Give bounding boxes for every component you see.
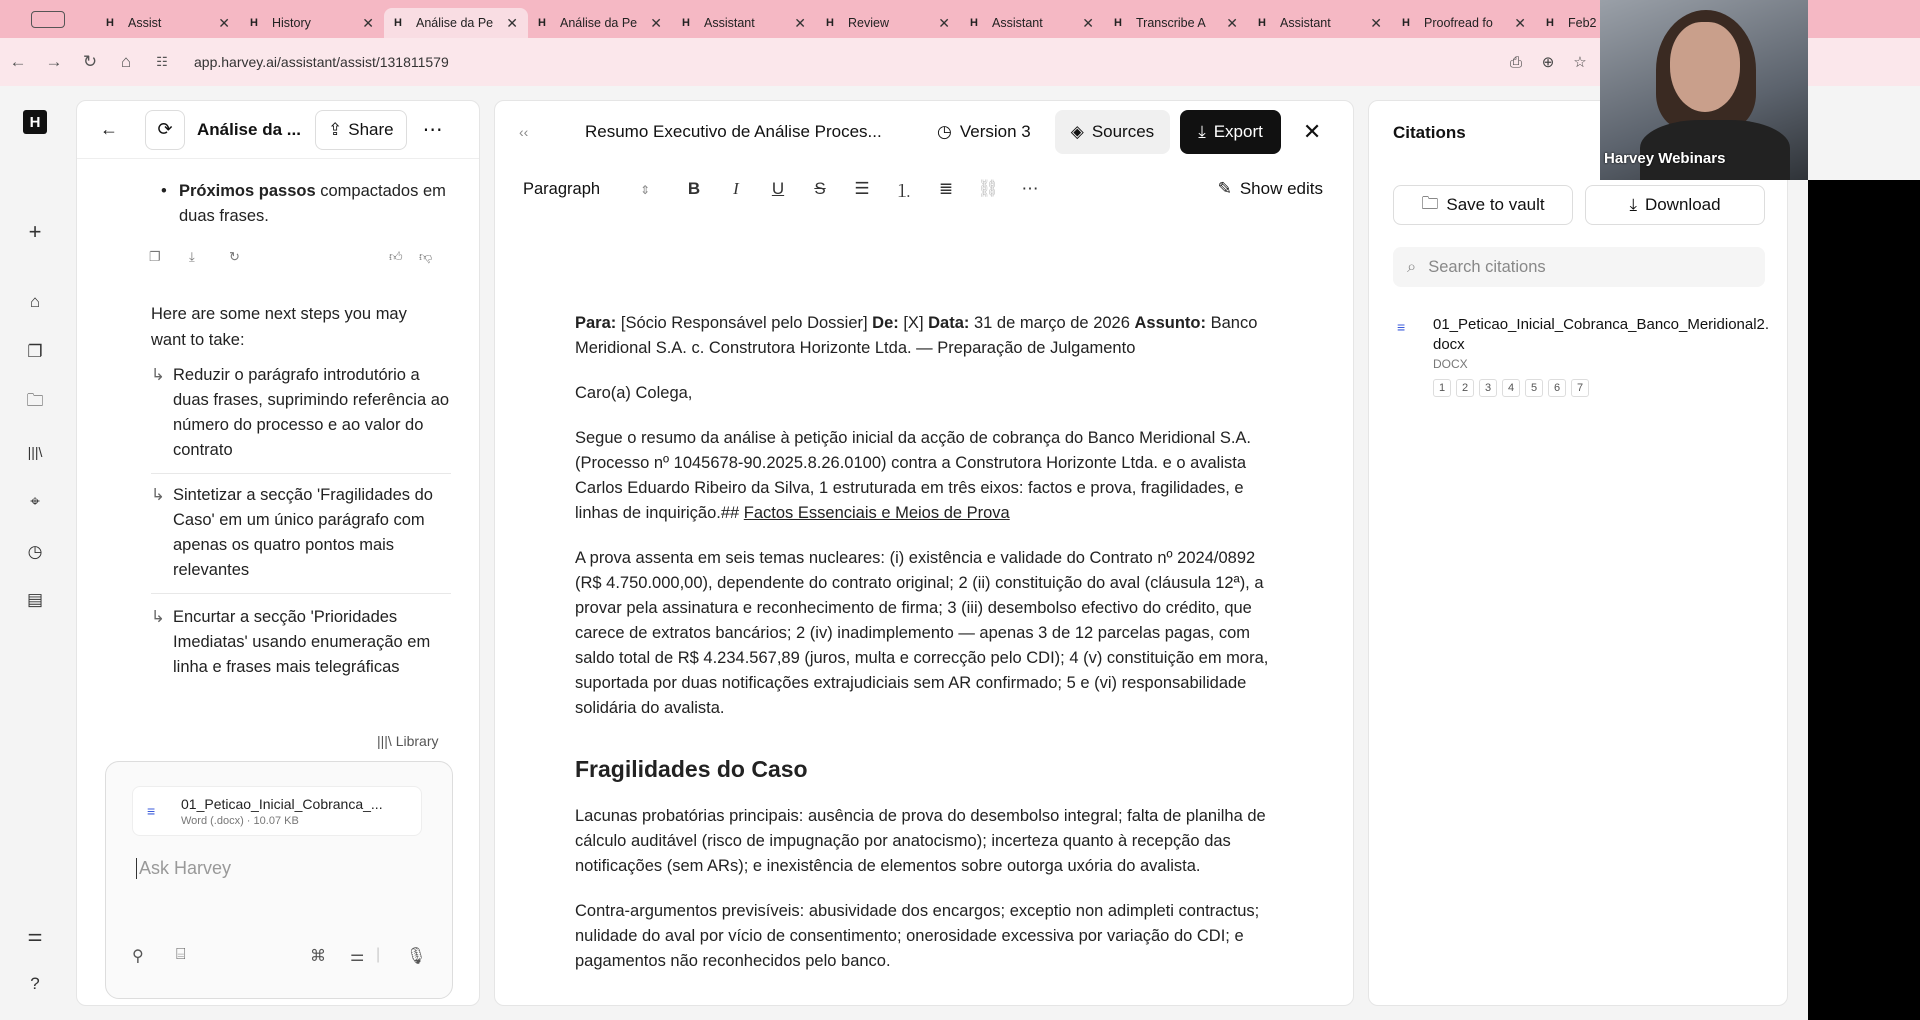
browser-tab[interactable] [384, 8, 528, 38]
harvey-favicon-icon: H [106, 17, 114, 29]
folder-icon[interactable]: 🗀 [26, 390, 44, 410]
harvey-favicon-icon: H [538, 17, 546, 29]
harvey-favicon-icon: H [250, 17, 258, 29]
tab-close-icon[interactable]: ✕ [650, 14, 662, 31]
show-edits-button[interactable] [1218, 179, 1323, 199]
collapse-icon[interactable]: ‹‹ [519, 124, 529, 140]
tab-close-icon[interactable]: ✕ [1226, 14, 1238, 31]
paragraph-text: Segue o resumo da análise à petição inicial da acção de cobrança do Banco Meridional S.A. (Processo nº 1045678-90.2025.8.26.0100) contra a Construtora Horizonte Ltda. e o avalista Carlos Eduardo Ribeiro da Silva, 1 estruturada em três eixos: factos e prova, fragilidades, e linhas de inquirição.## [575, 429, 1252, 522]
section-link: Factos Essenciais e Meios de Prova [743, 504, 1010, 522]
install-icon[interactable]: ⎙ [1509, 53, 1522, 71]
document-panel [494, 100, 1354, 1006]
copy-pages-icon[interactable]: ❐ [27, 342, 43, 361]
browser-tab[interactable] [816, 8, 960, 38]
browser-tab[interactable] [672, 8, 816, 38]
browser-tab[interactable] [96, 8, 240, 38]
citation-page-chip[interactable]: 3 [1479, 379, 1497, 397]
download-button[interactable] [1585, 185, 1765, 225]
citation-file-name: 01_Peticao_Inicial_Cobranca_Banco_Meridional2.docx [1433, 316, 1770, 353]
library-icon[interactable]: |||\ [27, 444, 43, 460]
formatting-toolbar [495, 163, 1353, 215]
tab-close-icon[interactable]: ✕ [938, 14, 950, 31]
citation-file-type: DOCX [1433, 357, 1468, 371]
memo-value: [Sócio Responsável pelo Dossier] [616, 314, 873, 332]
site-info-icon[interactable]: ☷ [156, 54, 168, 69]
composer [105, 761, 453, 999]
download-response-icon[interactable]: ⤓ [189, 249, 195, 264]
memo-value: Banco Meridional S.A. c. Construtora Horizonte Ltda. — Preparação de Julgamento [575, 314, 1258, 357]
new-thread-icon[interactable]: ⟳ [145, 110, 185, 150]
tab-title: Proofread fo [1424, 16, 1493, 30]
memo-label: Assunto: [1134, 314, 1206, 332]
suggestion-item[interactable] [151, 363, 451, 474]
download-label: Download [1644, 195, 1721, 214]
harvey-favicon-icon: H [1546, 17, 1554, 29]
harvey-favicon-icon: H [970, 17, 978, 29]
presenter-face [1670, 22, 1740, 112]
citation-page-chip[interactable]: 2 [1456, 379, 1474, 397]
harvey-favicon-icon: H [1114, 17, 1122, 29]
export-button[interactable] [1180, 110, 1281, 154]
bold-icon[interactable]: B [687, 179, 701, 198]
search-icon: ⌕ [1407, 257, 1417, 276]
close-icon[interactable]: ✕ [1302, 119, 1322, 144]
memo-value: 31 de março de 2026 [969, 314, 1135, 332]
memo-header [575, 311, 1285, 361]
show-edits-label: Show edits [1239, 179, 1323, 198]
paragraph-counterargs: Contra-argumentos previsíveis: abusividade dos encargos; exceptio non adimpleti contractus; nulidade do aval por vício de consentimento; onerosidade excessiva por variação do CDI; e pagamentos não reconhecidos pelo banco. [575, 902, 1260, 970]
layers-icon: ◈ [1070, 122, 1084, 141]
tab-close-icon[interactable]: ✕ [1082, 14, 1094, 31]
save-label: Save to vault [1446, 195, 1545, 214]
library-label: Library [395, 733, 439, 749]
share-label: Share [348, 119, 394, 139]
tab-title: Análise da Pe [416, 16, 494, 30]
paragraph-style-select[interactable] [523, 180, 663, 199]
tab-overview-button[interactable] [0, 0, 96, 38]
search-placeholder: Search citations [1428, 257, 1546, 276]
harvey-favicon-icon: H [1258, 17, 1266, 29]
back-nav-icon[interactable]: ← [9, 52, 27, 71]
strikethrough-icon[interactable]: S [814, 179, 826, 198]
knowledge-icon[interactable]: ⌘ [310, 948, 326, 965]
browser-tab[interactable] [1248, 8, 1392, 38]
paragraph-facts: A prova assenta em seis temas nucleares: (i) existência e validade do Contrato nº 2024/0892 (R$ 4.750.000,00), dependente do contrato original; 2 (ii) constituição do aval (cláusula 12ª), a provar pela assinatura e reconhecimento de firma; 3 (iii) desembolso efectivo do crédito, que carece de extratos bancários; 2 (iv) inadimplemento — apenas 3 de 12 parcelas pagas, com saldo total de R$ 4.234.567,89 (juros, multa e correcção pelo CDI); 4 (v) constituição em mora, suportada por duas notificações extrajudiciais sem AR confirmado; 5 e (vi) responsabilidade solidária do avalista. [575, 549, 1269, 717]
italic-icon[interactable]: I [733, 179, 739, 198]
citation-page-chip[interactable]: 7 [1571, 379, 1589, 397]
thumbs-down-icon[interactable]: 👎︎ [419, 249, 433, 264]
bullet-bold: Próximos passos [179, 182, 316, 200]
home-nav-icon[interactable]: ⌂ [120, 52, 132, 71]
memo-label: De: [872, 314, 899, 332]
url-field[interactable]: app.harvey.ai/assistant/assist/131811579 [194, 54, 449, 70]
bullet-rest: compactados em duas frases. [179, 182, 446, 225]
citations-search[interactable] [1393, 247, 1765, 287]
download-icon: ⤓ [1198, 122, 1206, 141]
tab-title: Assist [128, 16, 162, 30]
arrow-icon: ↳ [151, 608, 165, 626]
settings-icon[interactable]: ⚌ [350, 948, 365, 965]
chevron-updown-icon: ⇕ [640, 182, 651, 197]
mic-icon[interactable]: 🎙︎ [406, 948, 427, 965]
document-header [495, 101, 1353, 163]
document-title: Resumo Executivo de Análise Proces... [585, 122, 882, 141]
chat-header [77, 101, 479, 159]
attached-file-name: 01_Peticao_Inicial_Cobranca_... [181, 796, 383, 812]
tab-close-icon[interactable]: ✕ [218, 14, 230, 31]
divider: | [376, 946, 381, 963]
library-icon: |||\ [377, 733, 396, 749]
citation-page-chip[interactable]: 4 [1502, 379, 1520, 397]
harvey-logo[interactable]: H [23, 110, 47, 134]
attached-file-meta: Word (.docx) · 10.07 KB [181, 815, 299, 827]
citations-title: Citations [1393, 123, 1466, 142]
chat-panel [76, 100, 480, 1006]
version-button[interactable] [937, 122, 1031, 142]
paragraph-gaps: Lacunas probatórias principais: ausência de prova do desembolso integral; falta de planilha de cálculo auditável (risco de impugnação por anatocismo); incerteza quanto à recepção das notificações (sem ARs); e inexistência de elementos sobre outorga uxória do avalista. [575, 807, 1266, 875]
tab-title: Assistant [1280, 16, 1331, 30]
history-icon[interactable]: ◷ [27, 542, 43, 561]
sources-label: Sources [1091, 122, 1155, 141]
arrow-icon: ↳ [151, 486, 165, 504]
plus-icon[interactable]: + [28, 219, 42, 244]
tab-title: Análise da Pe [560, 16, 638, 30]
bullet-list-icon[interactable]: ☰ [854, 179, 870, 198]
zoom-icon[interactable]: ⊕ [1541, 54, 1555, 71]
memo-value: [X] [898, 314, 929, 332]
more-icon[interactable]: ⋯ [422, 119, 443, 141]
harvey-favicon-icon: H [826, 17, 834, 29]
bookmark-star-icon[interactable]: ☆ [1573, 54, 1587, 71]
left-rail [0, 86, 70, 1020]
tab-close-icon[interactable]: ✕ [1514, 14, 1526, 31]
export-label: Export [1213, 122, 1263, 141]
tab-close-icon[interactable]: ✕ [362, 14, 374, 31]
link-icon[interactable]: ⛓ [977, 179, 999, 198]
indent-list-icon[interactable]: ≣ [938, 179, 954, 198]
attached-file-card[interactable] [132, 786, 422, 836]
home-icon[interactable]: ⌂ [29, 292, 41, 311]
word-doc-icon: ≡ [147, 803, 156, 819]
library-link[interactable] [377, 733, 439, 749]
tab-title: Assistant [704, 16, 755, 30]
forward-nav-icon[interactable]: → [45, 52, 63, 71]
harvey-favicon-icon: H [682, 17, 690, 29]
version-label: Version 3 [959, 122, 1031, 141]
citations-panel [1368, 100, 1788, 1006]
pencil-icon: ✎ [1217, 179, 1232, 198]
paperclip-icon[interactable]: ⚲ [132, 948, 144, 965]
tab-close-icon[interactable]: ✕ [506, 14, 518, 31]
browser-tab[interactable] [960, 8, 1104, 38]
citation-page-chip[interactable]: 1 [1433, 379, 1451, 397]
workflow-icon[interactable]: ⌖ [30, 492, 40, 511]
citation-page-chip[interactable]: 5 [1525, 379, 1543, 397]
webcam-overlay [1600, 0, 1808, 180]
memo-label: Data: [928, 314, 970, 332]
refresh-icon[interactable]: ↻ [229, 249, 240, 264]
browser-tab[interactable] [1104, 8, 1248, 38]
tab-title: Feb2 [1568, 16, 1597, 30]
citation-pages [1433, 379, 1589, 397]
toolbar-more-icon[interactable]: ⋯ [1021, 179, 1039, 198]
suggestion-text: Encurtar a secção 'Prioridades Imediatas' usando enumeração em linha e frases mais telegráficas [173, 608, 431, 676]
webcam-label: Harvey Webinars [1604, 150, 1726, 167]
folder-icon: 🗀 [1421, 193, 1439, 213]
document-body[interactable] [575, 311, 1285, 994]
numbered-list-icon[interactable]: ⒈ [895, 181, 913, 201]
tab-close-icon[interactable]: ✕ [794, 14, 806, 31]
tab-title: Assistant [992, 16, 1043, 30]
arrow-icon: ↳ [151, 366, 165, 384]
tab-title: Transcribe A [1136, 16, 1206, 30]
tab-title: History [272, 16, 311, 30]
save-to-vault-button[interactable] [1393, 185, 1573, 225]
thread-title: Análise da ... [197, 119, 301, 139]
sources-button[interactable] [1055, 110, 1170, 154]
history-icon: ◷ [937, 122, 952, 141]
underline-icon[interactable]: U [771, 179, 785, 198]
next-steps-intro: Here are some next steps you may want to take: [151, 305, 407, 349]
memo-label: Para: [575, 314, 617, 332]
help-icon[interactable]: ? [30, 974, 40, 993]
paragraph-style-value: Paragraph [523, 179, 601, 198]
settings-sliders-icon[interactable]: ⚌ [27, 926, 43, 945]
document-icon[interactable]: ▤ [26, 590, 44, 609]
share-button[interactable] [315, 110, 407, 150]
share-icon: ⇪ [328, 119, 343, 139]
suggestion-item[interactable] [151, 605, 451, 690]
browser-tab[interactable] [1392, 8, 1536, 38]
back-icon[interactable]: ← [100, 119, 118, 139]
suggestion-text: Reduzir o parágrafo introdutório a duas frases, suprimindo referência ao número do processo e ao valor do contrato [173, 366, 450, 459]
paragraph-intro [575, 426, 1285, 526]
app-root [0, 86, 1920, 1020]
harvey-favicon-icon: H [1402, 17, 1410, 29]
tab-close-icon[interactable]: ✕ [1370, 14, 1382, 31]
reload-icon[interactable]: ↻ [82, 52, 98, 71]
harvey-favicon-icon: H [394, 17, 402, 29]
citation-page-chip[interactable]: 6 [1548, 379, 1566, 397]
screen-edge [1808, 180, 1920, 1020]
document-icon: ≡ [1397, 319, 1406, 335]
browser-tab[interactable] [528, 8, 672, 38]
section-heading: Fragilidades do Caso [575, 756, 808, 782]
download-icon: ⤓ [1629, 195, 1637, 214]
thumbs-up-icon[interactable]: 👍︎ [389, 249, 403, 264]
ask-input[interactable]: Ask Harvey [136, 858, 231, 879]
greeting: Caro(a) Colega, [575, 384, 693, 402]
summary-bullet [179, 179, 479, 229]
vault-icon[interactable]: ⌸ [176, 946, 186, 963]
tab-title: Review [848, 16, 889, 30]
suggestion-text: Sintetizar a secção 'Fragilidades do Caso' em um único parágrafo com apenas os quatro pontos mais relevantes [173, 486, 433, 579]
suggestion-item[interactable] [151, 483, 451, 594]
copy-icon[interactable]: ❐ [149, 249, 161, 264]
browser-tab[interactable] [240, 8, 384, 38]
